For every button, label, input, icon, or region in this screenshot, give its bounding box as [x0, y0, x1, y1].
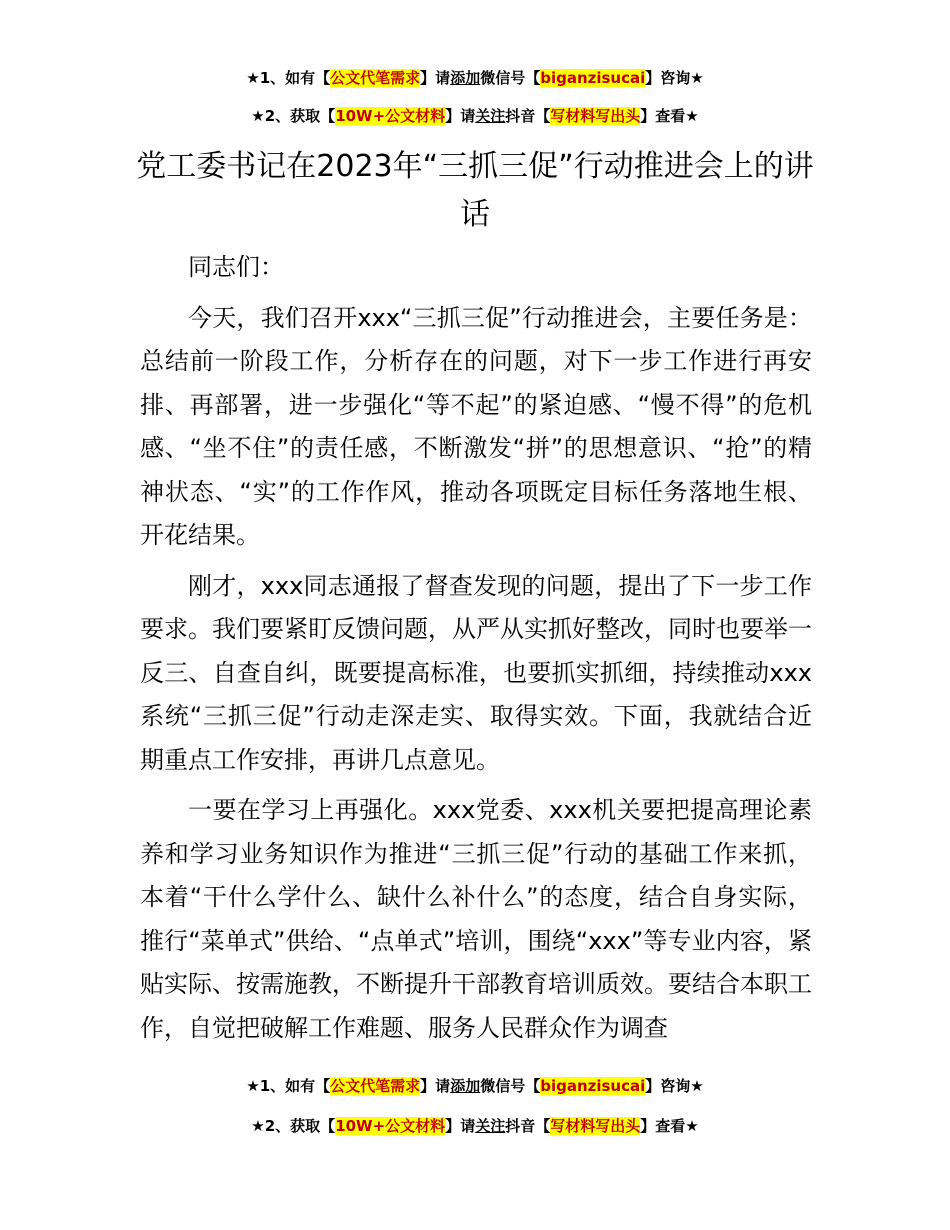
- banner-underlined-text: 关注: [475, 107, 506, 125]
- banner-text: 】请: [445, 107, 476, 125]
- salutation: 同志们：: [188, 253, 284, 281]
- banner-text: 微信号【: [480, 69, 541, 87]
- banner-text: 抖音【: [505, 107, 551, 125]
- banner-text: 】查看★: [640, 1117, 699, 1135]
- banner-highlight: 写材料写出头: [550, 1117, 641, 1135]
- banner-text: ★1、如有【: [246, 69, 331, 87]
- banner-text: 微信号【: [480, 1077, 541, 1095]
- banner-highlight: biganzisucai: [540, 1077, 646, 1095]
- banner-text: 】请: [420, 69, 451, 87]
- banner-highlight: 公文代笔需求: [330, 69, 421, 87]
- banner-text: 】请: [445, 1117, 476, 1135]
- banner-highlight: 写材料写出头: [550, 107, 641, 125]
- body-paragraph: 今天，我们召开xxx“三抓三促”行动推进会，主要任务是：总结前一阶段工作，分析存在的问题，对下一步工作进行再安排、再部署，进一步强化“等不起”的紧迫感、“慢不得”的危机感、“坐不住”的责任感，不断激发“拼”的思想意识、“抢”的精神状态、“实”的工作作风，推动各项既定目标任务落地生根、开花结果。: [140, 303, 812, 549]
- banner-underlined-text: 关注: [475, 1117, 506, 1135]
- banner-text: 】请: [420, 1077, 451, 1095]
- banner-text: 】咨询★: [645, 1077, 704, 1095]
- body-paragraph: 刚才，xxx同志通报了督查发现的问题，提出了下一步工作要求。我们要紧盯反馈问题，从严从实抓好整改，同时也要举一反三、自查自纠，既要提高标准，也要抓实抓细，持续推动xxx系统“三抓三促”行动走深走实、取得实效。下面，我就结合近期重点工作安排，再讲几点意见。: [140, 571, 812, 774]
- banner-highlight: biganzisucai: [540, 69, 646, 87]
- banner-text: ★1、如有【: [246, 1077, 331, 1095]
- banner-highlight: 10W+公文材料: [335, 1117, 446, 1135]
- banner-highlight: 10W+公文材料: [335, 107, 446, 125]
- promo-banner-top-line-1: [0, 68, 950, 88]
- document-title: 党工委书记在2023年“三抓三促”行动推进会上的讲话: [136, 149, 814, 232]
- promo-banner-top-line-2: [0, 106, 950, 126]
- banner-text: ★2、获取【: [251, 107, 336, 125]
- body-paragraph: 一要在学习上再强化。xxx党委、xxx机关要把提高理论素养和学习业务知识作为推进“三抓三促”行动的基础工作来抓，本着“干什么学什么、缺什么补什么”的态度，结合自身实际，推行“菜单式”供给、“点单式”培训，围绕“xxx”等专业内容，紧贴实际、按需施教，不断提升干部教育培训质效。要结合本职工作，自觉把破解工作难题、服务人民群众作为调查: [140, 796, 812, 1042]
- document-body: [140, 246, 812, 1057]
- banner-text: 】咨询★: [645, 69, 704, 87]
- banner-text: 】查看★: [640, 107, 699, 125]
- promo-banner-bottom-line-1: [0, 1076, 950, 1096]
- banner-highlight: 公文代笔需求: [330, 1077, 421, 1095]
- promo-banner-bottom-line-2: [0, 1116, 950, 1136]
- banner-text: 抖音【: [505, 1117, 551, 1135]
- banner-text: ★2、获取【: [251, 1117, 336, 1135]
- banner-underlined-text: 添加: [450, 69, 481, 87]
- banner-underlined-text: 添加: [450, 1077, 481, 1095]
